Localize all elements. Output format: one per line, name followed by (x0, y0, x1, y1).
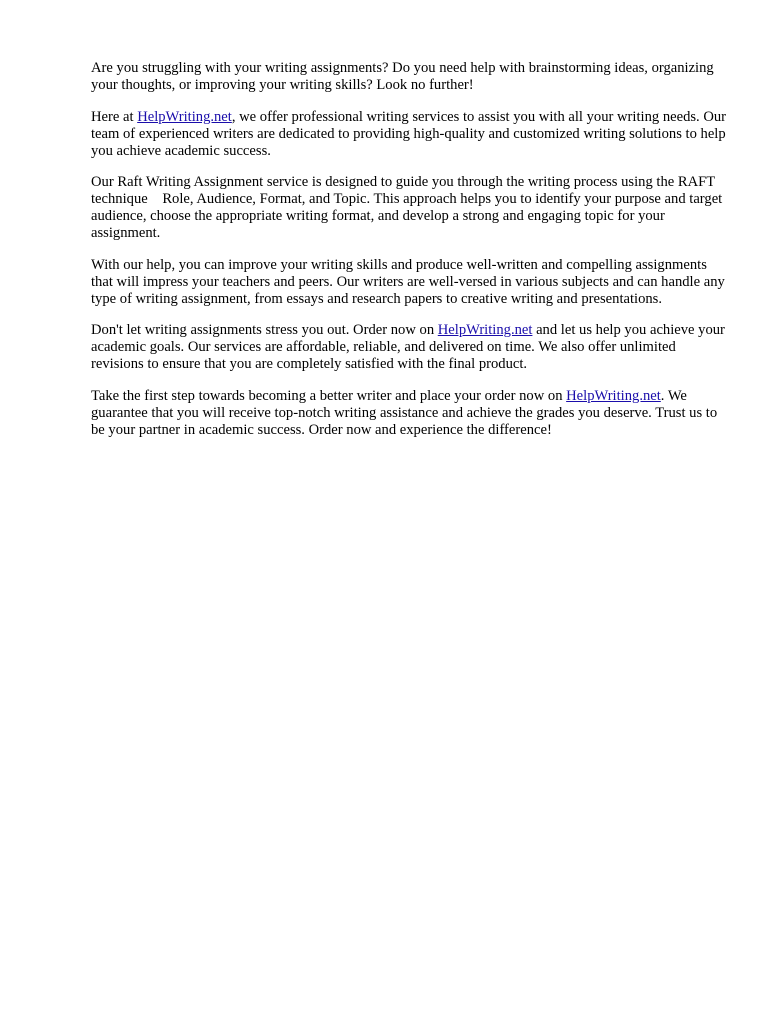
paragraph-order (91, 322, 731, 373)
paragraph-services-after: , we offer professional writing services to assist you with all your writing needs. Our team of experienced writers are dedicated to providing high-quality and customized writing solutions to help you achieve academic success. (91, 108, 727, 159)
paragraph-closing (91, 388, 731, 439)
paragraph-skills-text: With our help, you can improve your writing skills and produce well-written and compelling assignments that will impress your teachers and peers. Our writers are well-versed in various subjects and can handle any type of writing assignment, from essays and research papers to creative writing and presentations. (91, 256, 725, 307)
paragraph-skills (91, 257, 731, 308)
paragraph-raft-text: Our Raft Writing Assignment service is designed to guide you through the writing process using the RAFT technique Role, Audience, Format, and Topic. This approach helps you to identify your purpose and target audience, choose the appropriate writing format, and develop a strong and engaging topic for your assignment. (91, 174, 723, 241)
paragraph-services-before: Here at (91, 108, 138, 125)
document-page (91, 60, 731, 453)
paragraph-intro (91, 60, 731, 94)
paragraph-closing-before: Take the first step towards becoming a better writer and place your order now on (91, 387, 567, 404)
helpwriting-link-3[interactable]: HelpWriting.net (566, 387, 661, 404)
helpwriting-link-2[interactable]: HelpWriting.net (437, 322, 533, 338)
paragraph-order-after: and let us help you achieve your academic goals. Our services are affordable, reliable, and delivered on time. We also offer unlimited revisions to ensure that you are completely satisfied with the final product. (91, 322, 725, 372)
paragraph-raft (91, 174, 731, 242)
paragraph-services (91, 109, 731, 160)
paragraph-intro-text: Are you struggling with your writing assignments? Do you need help with brainstorming ideas, organizing your thoughts, or improving your writing skills? Look no further! (91, 60, 714, 93)
paragraph-order-before: Don't let writing assignments stress you out. Order now on (91, 322, 438, 338)
paragraph-closing-after: . We guarantee that you will receive top-notch writing assistance and achieve the grades you deserve. Trust us to be your partner in academic success. Order now and experience the difference! (91, 387, 718, 438)
helpwriting-link-1[interactable]: HelpWriting.net (137, 108, 232, 125)
